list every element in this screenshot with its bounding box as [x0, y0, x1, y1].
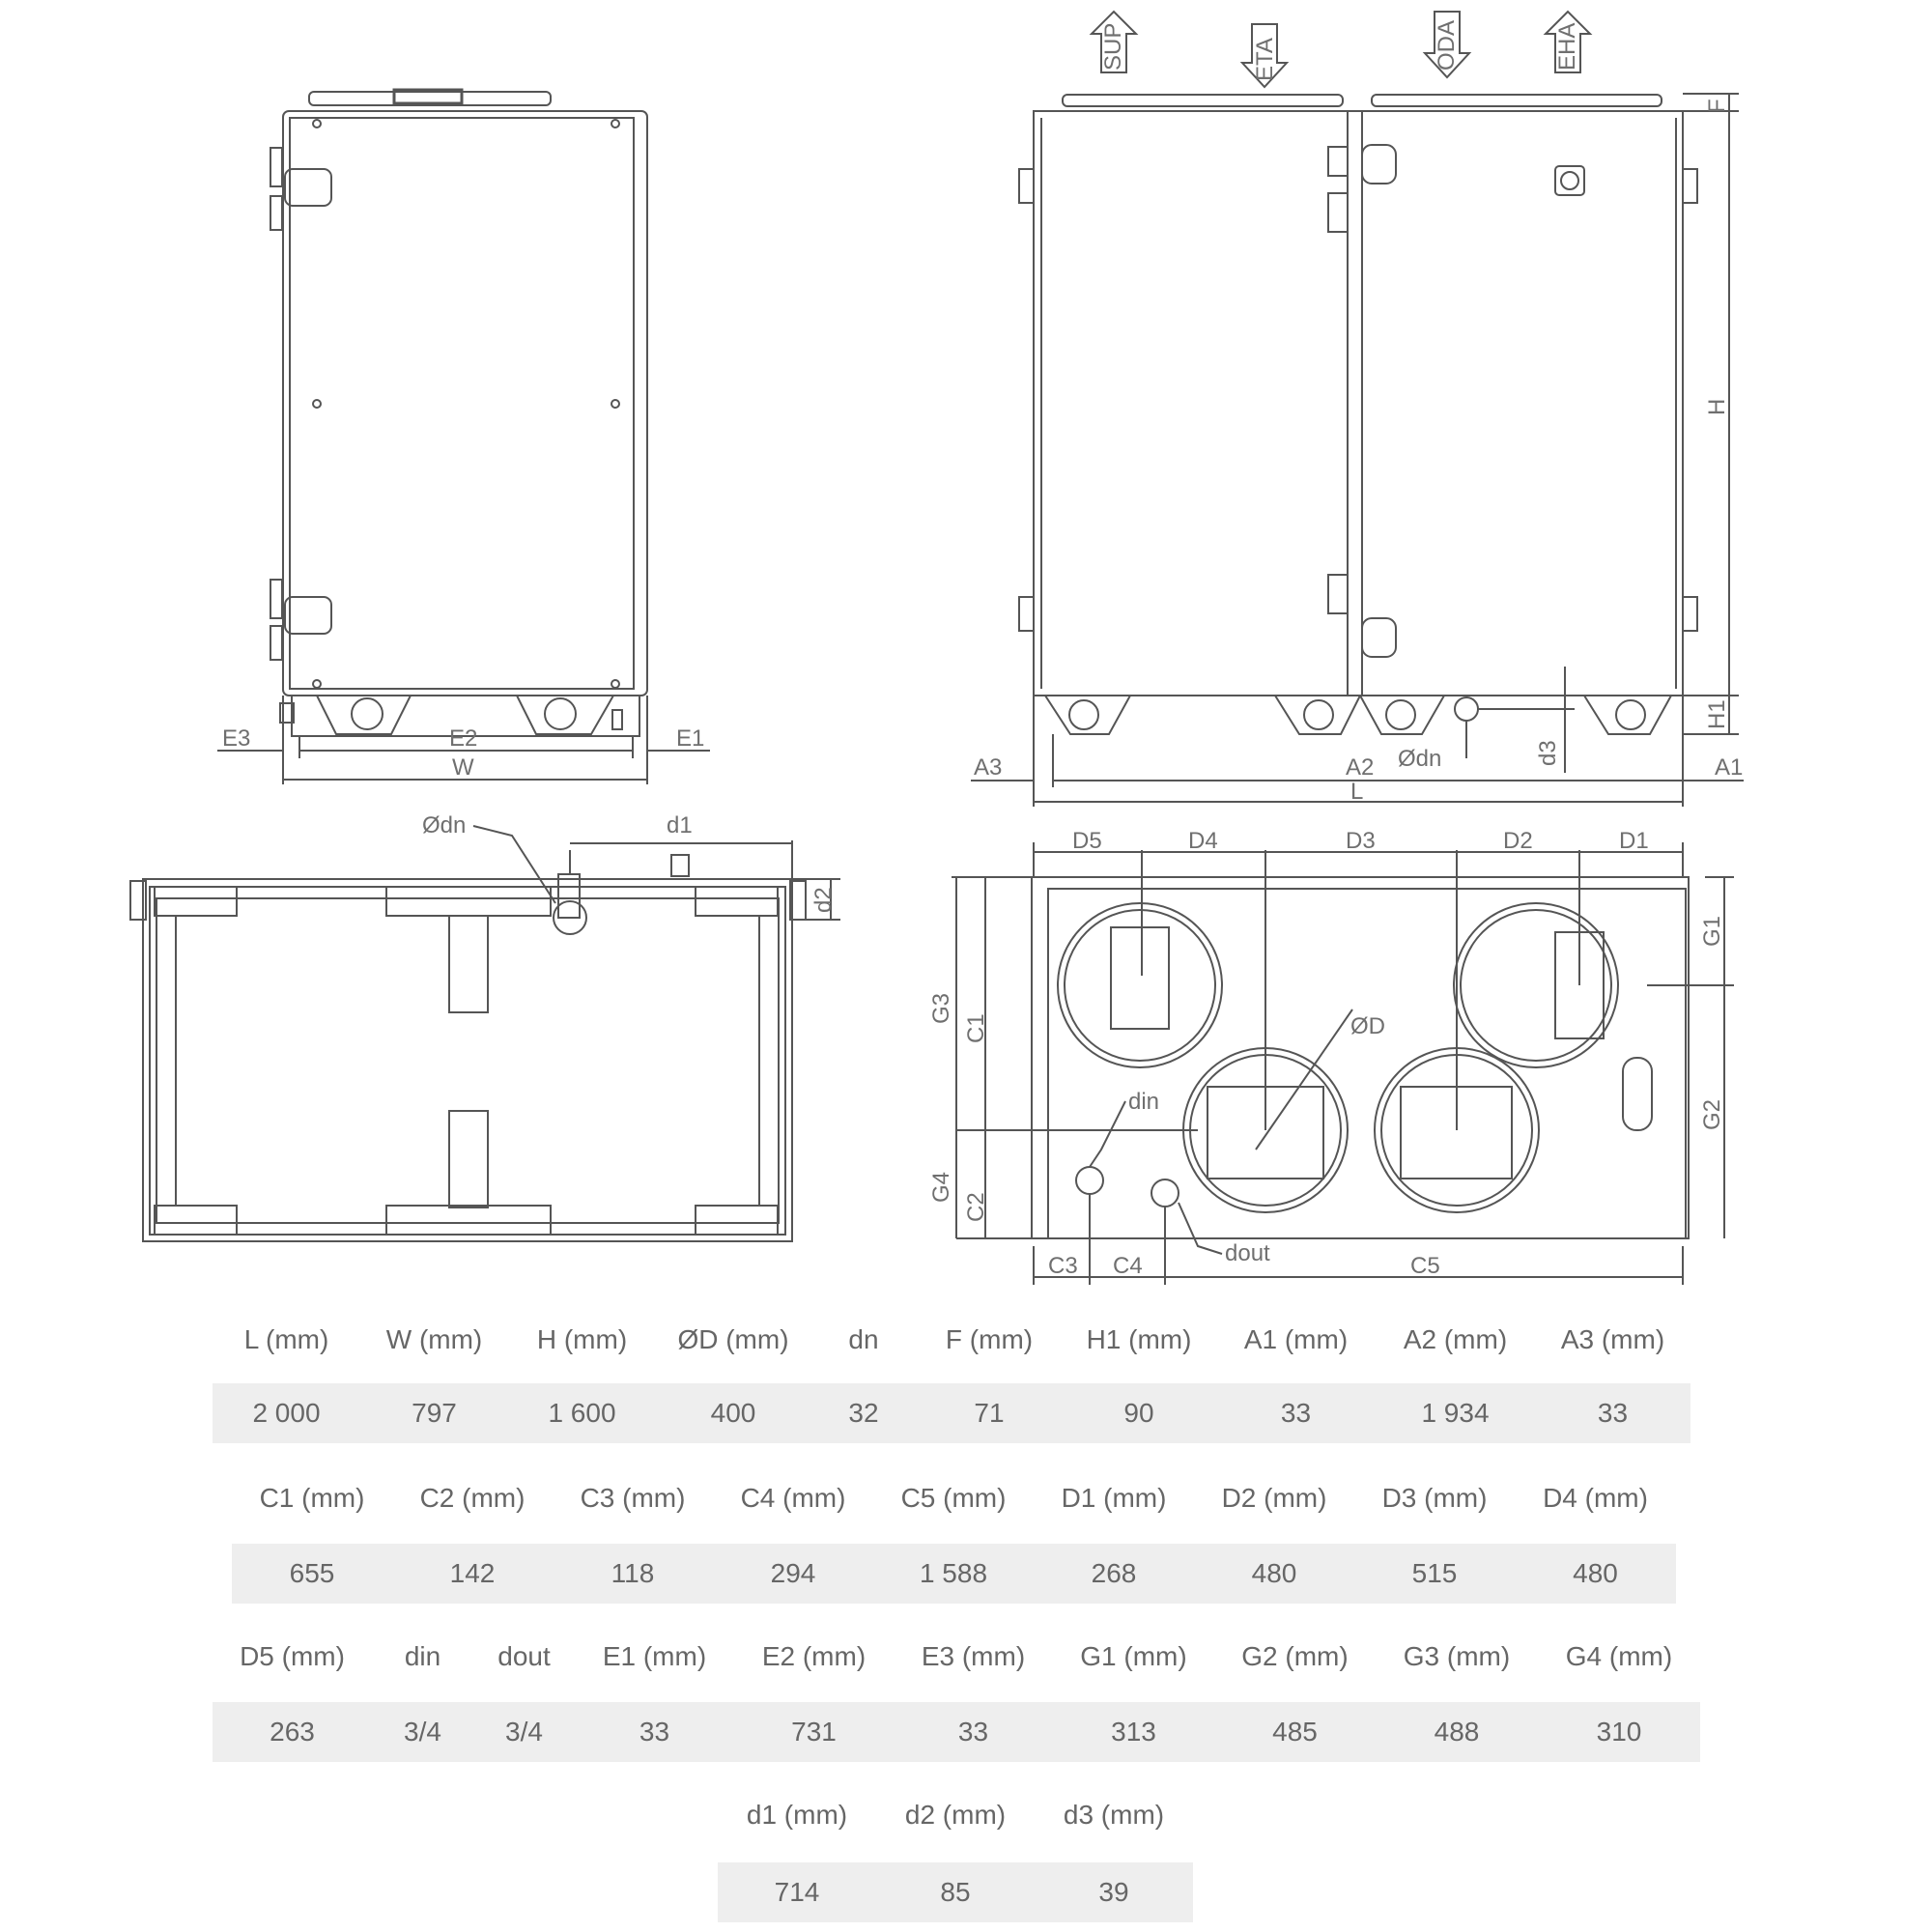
table-1-header: H1 (mm): [1086, 1324, 1192, 1354]
drain-pipe-icon: [1455, 697, 1478, 721]
table-3-value: 313: [1111, 1717, 1156, 1747]
table-2-value: 515: [1411, 1558, 1458, 1588]
table-3-value: 33: [639, 1717, 670, 1747]
label-end-d2: D2: [1503, 828, 1533, 854]
label-od: ØD: [1350, 1013, 1385, 1039]
table-4-header-row: [718, 1781, 1193, 1849]
label-c3: C3: [1048, 1253, 1078, 1279]
label-c4: C4: [1113, 1253, 1143, 1279]
table-2-header: C1 (mm): [259, 1483, 365, 1513]
table-1-value-row: [213, 1383, 1690, 1443]
table-2-header: D3 (mm): [1381, 1483, 1488, 1513]
table-2-value: 1 588: [919, 1558, 988, 1588]
table-3-header: G2 (mm): [1241, 1641, 1349, 1671]
label-d3: d3: [1535, 740, 1561, 766]
drain-out-icon: [1151, 1179, 1179, 1207]
table-2-value: 142: [449, 1558, 496, 1588]
table-3-header: D5 (mm): [240, 1641, 345, 1671]
table-4-header: d3 (mm): [1063, 1800, 1165, 1830]
table-3-header: G3 (mm): [1403, 1641, 1511, 1671]
table-4-header: d1 (mm): [746, 1800, 848, 1830]
label-dn-front: Ødn: [1398, 746, 1442, 772]
top-view: [130, 826, 840, 1241]
table-1-value: 797: [412, 1398, 457, 1428]
front-view: [971, 12, 1744, 807]
table-1-header: L (mm): [243, 1324, 329, 1354]
table-1-header-row: [213, 1306, 1690, 1374]
table-2-header: C4 (mm): [740, 1483, 846, 1513]
table-2-header: C3 (mm): [580, 1483, 686, 1513]
label-e3: E3: [222, 725, 251, 752]
table-2-header: D1 (mm): [1061, 1483, 1167, 1513]
label-c5: C5: [1410, 1253, 1440, 1279]
table-1-header: A1 (mm): [1243, 1324, 1349, 1354]
table-3-value: 3/4: [505, 1717, 543, 1747]
port-label-oda: ODA: [1434, 19, 1460, 71]
label-h: H: [1704, 398, 1730, 415]
label-h1: H1: [1704, 699, 1730, 729]
table-4-value: 85: [940, 1877, 971, 1907]
label-g4: G4: [928, 1171, 954, 1203]
table-3-header: E3 (mm): [921, 1641, 1026, 1671]
label-l: L: [1350, 779, 1364, 805]
label-g3: G3: [928, 992, 954, 1024]
table-1-value: 71: [974, 1398, 1005, 1428]
port-label-eta: ETA: [1252, 38, 1278, 81]
table-1-value: 1 934: [1421, 1398, 1490, 1428]
label-c1: C1: [963, 1013, 989, 1043]
hinge-icon: [270, 148, 331, 230]
label-end-d4: D4: [1188, 828, 1218, 854]
table-1-value: 1 600: [548, 1398, 616, 1428]
label-g2: G2: [1699, 1098, 1725, 1130]
table-2-value: 118: [611, 1558, 655, 1588]
table-3-header-row: [213, 1623, 1700, 1690]
table-1-header: ØD (mm): [677, 1324, 789, 1354]
table-2-value-row: [232, 1544, 1676, 1604]
port-label-sup: SUP: [1100, 22, 1126, 71]
table-3-value: 731: [791, 1717, 837, 1747]
label-dout: dout: [1225, 1240, 1270, 1266]
label-c2: C2: [963, 1192, 989, 1222]
table-2-value: 655: [289, 1558, 335, 1588]
label-din: din: [1128, 1089, 1160, 1115]
table-2-value: 480: [1251, 1558, 1297, 1588]
label-d1: d1: [667, 812, 693, 838]
table-1-value: 2 000: [252, 1398, 321, 1428]
table-3-value: 263: [270, 1717, 315, 1747]
table-2-value: 480: [1573, 1558, 1618, 1588]
table-1-value: 33: [1597, 1398, 1629, 1428]
port-label-eha: EHA: [1554, 22, 1580, 71]
table-1-header: A2 (mm): [1403, 1324, 1508, 1354]
end-view: [952, 842, 1734, 1285]
table-2-header: C5 (mm): [900, 1483, 1007, 1513]
label-d2: d2: [810, 887, 837, 913]
label-e1: E1: [676, 725, 705, 752]
table-2-header-row: [232, 1464, 1676, 1532]
table-4-header: d2 (mm): [904, 1800, 1007, 1830]
label-end-d3: D3: [1346, 828, 1376, 854]
table-3-value: 485: [1272, 1717, 1318, 1747]
table-3-header: G4 (mm): [1565, 1641, 1673, 1671]
table-1-value: 400: [710, 1398, 756, 1428]
table-2-value: 268: [1091, 1558, 1137, 1588]
label-dn-top: Ødn: [422, 812, 467, 838]
handle-icon: [1555, 166, 1584, 195]
table-1-header: A3 (mm): [1560, 1324, 1665, 1354]
table-1-value: 33: [1280, 1398, 1312, 1428]
table-3-value: 310: [1596, 1717, 1642, 1747]
table-3-value: 488: [1434, 1717, 1480, 1747]
table-4-value-row: [718, 1862, 1193, 1922]
table-2-header: D2 (mm): [1221, 1483, 1327, 1513]
table-3-header: E1 (mm): [602, 1641, 707, 1671]
table-1-value: 90: [1123, 1398, 1154, 1428]
label-e2: E2: [449, 725, 478, 752]
table-3-value-row: [213, 1702, 1700, 1762]
table-3-header: G1 (mm): [1080, 1641, 1187, 1671]
table-4-value: 39: [1098, 1877, 1129, 1907]
table-3-header: dout: [497, 1641, 551, 1671]
table-3-header: E2 (mm): [761, 1641, 867, 1671]
table-2-value: 294: [770, 1558, 816, 1588]
side-view: [217, 90, 710, 784]
label-f: F: [1704, 99, 1730, 113]
table-1-header: W (mm): [385, 1324, 483, 1354]
table-1-header: dn: [848, 1324, 879, 1354]
table-2-header: C2 (mm): [419, 1483, 526, 1513]
label-a3: A3: [974, 754, 1003, 781]
table-1-value: 32: [848, 1398, 879, 1428]
hinge-icon: [270, 580, 331, 660]
table-1-header: H (mm): [536, 1324, 628, 1354]
label-w: W: [452, 754, 474, 781]
table-3-header: din: [404, 1641, 441, 1671]
label-a1: A1: [1715, 754, 1744, 781]
table-4-value: 714: [774, 1877, 820, 1907]
table-1-header: F (mm): [945, 1324, 1034, 1354]
label-end-d5: D5: [1072, 828, 1102, 854]
table-3-value: 33: [957, 1717, 989, 1747]
table-3-value: 3/4: [404, 1717, 441, 1747]
table-2-header: D4 (mm): [1543, 1483, 1648, 1513]
label-end-d1: D1: [1619, 828, 1649, 854]
label-a2: A2: [1346, 754, 1375, 781]
drain-in-icon: [1076, 1167, 1103, 1194]
label-g1: G1: [1699, 915, 1725, 947]
